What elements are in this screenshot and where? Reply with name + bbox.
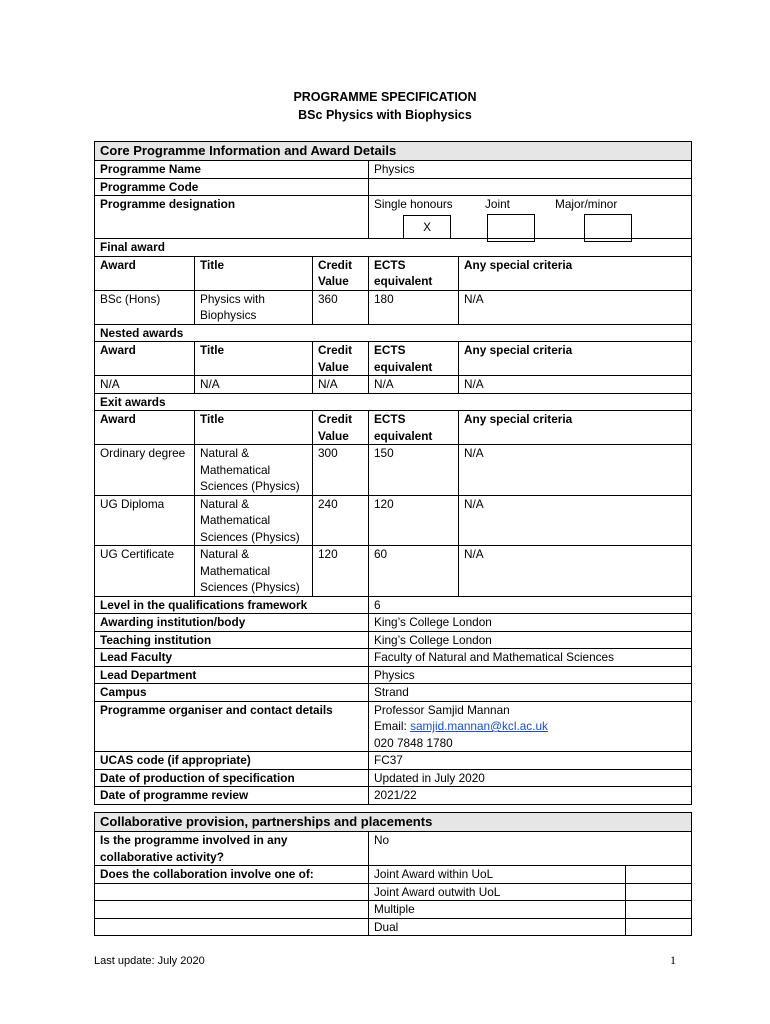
cell: N/A: [95, 376, 195, 394]
organiser-name: Professor Samjid Mannan: [374, 702, 510, 717]
designation-joint-label: Joint: [485, 197, 510, 211]
detail-label: Campus: [95, 684, 369, 702]
cell: 360: [313, 290, 369, 324]
final-award-row: [95, 290, 692, 324]
designation-label: Programme designation: [95, 196, 369, 239]
collab-table: [94, 812, 692, 936]
cell: N/A: [459, 290, 692, 324]
core-info-table: [94, 141, 692, 805]
cell: UG Certificate: [95, 546, 195, 597]
cell: 120: [313, 546, 369, 597]
col-credit: Credit Value: [313, 342, 369, 376]
collab-section-title: Collaborative provision, partnerships and placements: [95, 813, 692, 832]
programme-code-value: [369, 178, 692, 196]
programme-name-value: Physics: [369, 161, 692, 179]
collab-option-checkbox[interactable]: [626, 901, 692, 919]
organiser-phone: 020 7848 1780: [374, 735, 453, 750]
cell: N/A: [459, 376, 692, 394]
cell: N/A: [459, 445, 692, 496]
detail-value: King’s College London: [369, 631, 692, 649]
col-title: Title: [195, 411, 313, 445]
cell: Natural & Mathematical Sciences (Physics): [195, 495, 313, 546]
involved-value: No: [369, 832, 692, 866]
detail-value: 6: [369, 596, 692, 614]
designation-major-minor-label: Major/minor: [555, 197, 618, 211]
detail-label: Date of production of specification: [95, 769, 369, 787]
detail-label: Awarding institution/body: [95, 614, 369, 632]
exit-award-row: [95, 546, 692, 597]
cell: 240: [313, 495, 369, 546]
blank-cell: [95, 918, 369, 936]
programme-name-label: Programme Name: [95, 161, 369, 179]
document-title: PROGRAMME SPECIFICATION: [293, 90, 477, 104]
single-honours-checkbox[interactable]: X: [403, 215, 451, 239]
detail-value: King’s College London: [369, 614, 692, 632]
last-update-footer: Last update: July 2020: [94, 955, 205, 967]
cell: 300: [313, 445, 369, 496]
cell: Ordinary degree: [95, 445, 195, 496]
designation-single-label: Single honours: [374, 197, 453, 211]
email-prefix: Email:: [374, 719, 411, 733]
detail-label: Lead Faculty: [95, 649, 369, 667]
organiser-email-link[interactable]: samjid.mannan@kcl.ac.uk: [410, 719, 548, 733]
detail-label: UCAS code (if appropriate): [95, 752, 369, 770]
col-award: Award: [95, 411, 195, 445]
cell: Physics with Biophysics: [195, 290, 313, 324]
designation-options: [369, 196, 692, 239]
collab-option: Dual: [369, 918, 626, 936]
cell: N/A: [313, 376, 369, 394]
cell: 60: [369, 546, 459, 597]
collab-option: Multiple: [369, 901, 626, 919]
col-ects: ECTS equivalent: [369, 342, 459, 376]
col-criteria: Any special criteria: [459, 342, 692, 376]
col-award: Award: [95, 342, 195, 376]
collab-option: Joint Award within UoL: [369, 866, 626, 884]
detail-value: Physics: [369, 666, 692, 684]
cell: N/A: [369, 376, 459, 394]
detail-label: Lead Department: [95, 666, 369, 684]
col-title: Title: [195, 342, 313, 376]
nested-awards-label: Nested awards: [95, 324, 692, 342]
detail-value: Updated in July 2020: [369, 769, 692, 787]
detail-label: Level in the qualifications framework: [95, 596, 369, 614]
organiser-label: Programme organiser and contact details: [95, 701, 369, 752]
collab-option-checkbox[interactable]: [626, 866, 692, 884]
document-subtitle: BSc Physics with Biophysics: [298, 108, 472, 122]
col-ects: ECTS equivalent: [369, 256, 459, 290]
major-minor-checkbox[interactable]: [584, 214, 632, 242]
collab-option-checkbox[interactable]: [626, 883, 692, 901]
exit-award-row: [95, 445, 692, 496]
col-ects: ECTS equivalent: [369, 411, 459, 445]
cell: UG Diploma: [95, 495, 195, 546]
blank-cell: [95, 901, 369, 919]
cell: 150: [369, 445, 459, 496]
col-award: Award: [95, 256, 195, 290]
collab-option: Joint Award outwith UoL: [369, 883, 626, 901]
programme-code-label: Programme Code: [95, 178, 369, 196]
detail-label: Teaching institution: [95, 631, 369, 649]
detail-value: FC37: [369, 752, 692, 770]
detail-value: 2021/22: [369, 787, 692, 805]
exit-award-row: [95, 495, 692, 546]
detail-value: Strand: [369, 684, 692, 702]
involved-label: Is the programme involved in any collaborative activity?: [95, 832, 369, 866]
cell: 120: [369, 495, 459, 546]
cell: BSc (Hons): [95, 290, 195, 324]
col-title: Title: [195, 256, 313, 290]
col-criteria: Any special criteria: [459, 256, 692, 290]
involve-one-label: Does the collaboration involve one of:: [95, 866, 369, 884]
final-award-label: Final award: [95, 239, 692, 257]
nested-award-row: [95, 376, 692, 394]
cell: N/A: [459, 546, 692, 597]
cell: N/A: [195, 376, 313, 394]
col-credit: Credit Value: [313, 411, 369, 445]
organiser-details: [369, 701, 692, 752]
joint-checkbox[interactable]: [487, 214, 535, 242]
detail-value: Faculty of Natural and Mathematical Sciences: [369, 649, 692, 667]
cell: N/A: [459, 495, 692, 546]
col-criteria: Any special criteria: [459, 411, 692, 445]
core-section-title: Core Programme Information and Award Details: [95, 142, 692, 161]
page-number: 1: [670, 953, 676, 967]
blank-cell: [95, 883, 369, 901]
organiser-email-line: [374, 718, 686, 735]
col-credit: Credit Value: [313, 256, 369, 290]
collab-option-checkbox[interactable]: [626, 918, 692, 936]
cell: Natural & Mathematical Sciences (Physics): [195, 546, 313, 597]
detail-label: Date of programme review: [95, 787, 369, 805]
exit-awards-label: Exit awards: [95, 393, 692, 411]
cell: Natural & Mathematical Sciences (Physics): [195, 445, 313, 496]
cell: 180: [369, 290, 459, 324]
